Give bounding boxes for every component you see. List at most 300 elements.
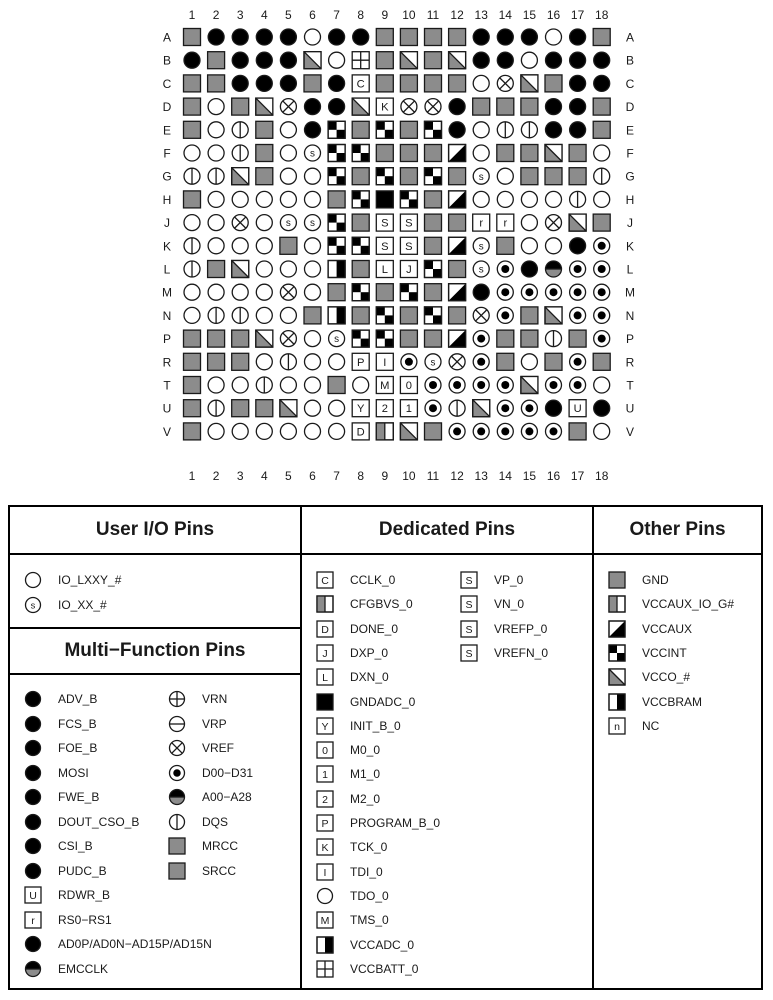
half-filled-circle-icon — [24, 960, 42, 978]
pin-K3-io-circle — [232, 238, 248, 254]
pin-H18-io-circle — [594, 191, 610, 207]
row-label-right: U — [625, 401, 635, 416]
pin-U2-dqs-circle — [208, 400, 224, 416]
svg-text:s: s — [478, 241, 484, 253]
legend-label: IO_XX_# — [58, 597, 107, 612]
pin-H12-vccaux-square — [449, 191, 466, 208]
legend-entry — [168, 764, 253, 782]
pin-R1-gnd-square — [184, 353, 201, 370]
pin-A13-ad-pin-circle — [473, 29, 489, 45]
legend-entry — [608, 668, 690, 686]
legend-entry — [24, 764, 89, 782]
pin-A1-gnd-square — [184, 29, 201, 46]
svg-text:U: U — [573, 403, 582, 416]
pin-C11-gnd-square — [425, 75, 442, 92]
pin-H11-gnd-square — [425, 191, 442, 208]
pin-N9-vccint-square — [376, 307, 393, 324]
pin-F8-vccint-square — [352, 145, 369, 162]
pin-F12-vccaux-square — [449, 145, 466, 162]
legend-label: IO_LXXY_# — [58, 573, 122, 587]
gnd-square-icon — [608, 571, 626, 589]
legend-label: CCLK_0 — [350, 573, 396, 587]
pin-K5-gnd-square — [280, 237, 297, 254]
pin-P17-gnd-square — [569, 330, 586, 347]
gndadc-square-icon — [316, 693, 334, 711]
legend-label: NC — [642, 718, 660, 733]
pin-K8-vccint-square — [352, 237, 369, 254]
legend-label: EMCCLK — [58, 961, 109, 976]
legend-entry — [316, 887, 389, 905]
row-label-left: L — [163, 262, 171, 277]
pin-D17-ad-pin-circle — [570, 99, 586, 115]
legend-divider-1 — [300, 507, 302, 988]
pin-U16-ad-pin-circle — [546, 400, 562, 416]
legend-label: TCK_0 — [350, 840, 388, 855]
labeled-square-icon — [316, 838, 334, 856]
pin-V14-data-pin-circle — [497, 423, 513, 439]
pin-U15-data-pin-circle — [521, 400, 537, 416]
pin-K17-ad-pin-circle — [570, 238, 586, 254]
vcco-square-icon — [608, 668, 626, 686]
pin-L15-ad-pin-circle — [521, 261, 537, 277]
column-label-bottom: 13 — [474, 469, 488, 483]
multi-title: Multi−Function Pins — [64, 640, 246, 661]
legend-label: FCS_B — [58, 716, 97, 731]
legend-entry — [608, 717, 659, 735]
legend-entry — [608, 571, 669, 589]
pin-A17-ad-pin-circle — [570, 29, 586, 45]
pin-P7-io-xx-circle — [329, 331, 345, 347]
pin-R14-gnd-square — [497, 353, 514, 370]
row-label-right: R — [625, 355, 635, 370]
legend-entry — [24, 886, 110, 904]
pin-V5-io-circle — [280, 423, 296, 439]
svg-text:S: S — [405, 240, 413, 253]
pin-E17-ad-pin-circle — [570, 122, 586, 138]
pin-F15-gnd-square — [521, 145, 538, 162]
labeled-square-icon — [316, 620, 334, 638]
column-label-bottom: 11 — [426, 469, 440, 483]
column-label-top: 17 — [570, 8, 585, 22]
pin-T7-gnd-square — [328, 377, 345, 394]
pin-D11-vref-circle — [425, 99, 441, 115]
pin-P8-vccint-square — [352, 330, 369, 347]
pin-M2-io-circle — [208, 284, 224, 300]
pin-B5-ad-pin-circle — [280, 52, 296, 68]
pin-L14-data-pin-circle — [497, 261, 513, 277]
pin-P5-vref-circle — [280, 331, 296, 347]
pin-L10-labeled-square — [400, 261, 417, 278]
pin-L12-gnd-square — [449, 261, 466, 278]
pin-V18-io-circle — [594, 423, 610, 439]
pin-B4-ad-pin-circle — [256, 52, 272, 68]
legend-entry — [24, 596, 107, 614]
ad-pin-circle-icon — [24, 764, 42, 782]
half-filled-circle-icon — [168, 788, 186, 806]
svg-text:Y: Y — [356, 403, 365, 416]
gnd-square-icon — [168, 837, 186, 855]
pin-M17-data-pin-circle — [570, 284, 586, 300]
column-label-top: 1 — [188, 8, 196, 22]
legend-label: VCCAUX_IO_G# — [642, 597, 735, 612]
pin-R7-io-circle — [329, 354, 345, 370]
row-label-left: N — [162, 308, 172, 323]
column-label-top: 18 — [595, 8, 609, 22]
svg-text:0: 0 — [405, 380, 413, 393]
legend-divider-2 — [592, 507, 594, 988]
legend-entry — [316, 790, 380, 808]
legend-label: VREF — [202, 741, 235, 755]
legend-label: CFGBVS_0 — [350, 597, 413, 612]
pin-F13-io-circle — [473, 145, 489, 161]
pin-U18-ad-pin-circle — [594, 400, 610, 416]
row-label-right: J — [627, 216, 633, 231]
pin-P13-data-pin-circle — [473, 331, 489, 347]
pin-M15-data-pin-circle — [521, 284, 537, 300]
pin-G9-vccint-square — [376, 168, 393, 185]
pin-M4-io-circle — [256, 284, 272, 300]
row-label-left: J — [164, 216, 170, 231]
column-label-top: 9 — [381, 8, 389, 22]
svg-text:S: S — [405, 217, 413, 230]
svg-text:r: r — [31, 914, 35, 927]
svg-text:C: C — [356, 78, 365, 91]
pin-V9-vccaux-io-square — [376, 423, 393, 440]
svg-text:2: 2 — [381, 403, 388, 416]
pin-T1-gnd-square — [184, 377, 201, 394]
legend-entry — [316, 668, 389, 686]
pin-N13-vref-circle — [473, 307, 489, 323]
pin-T2-io-circle — [208, 377, 224, 393]
pin-N3-dqs-circle — [232, 307, 248, 323]
pin-C18-ad-pin-circle — [594, 75, 610, 91]
pin-H4-io-circle — [256, 191, 272, 207]
pin-H7-gnd-square — [328, 191, 345, 208]
pin-E14-dqs-circle — [497, 122, 513, 138]
pin-M6-io-circle — [305, 284, 321, 300]
vccbram-square-icon — [316, 936, 334, 954]
labeled-square-icon — [460, 620, 478, 638]
pin-T11-data-pin-circle — [425, 377, 441, 393]
svg-text:S: S — [465, 647, 473, 660]
legend-label: DQS — [202, 814, 229, 829]
row-label-left: M — [162, 285, 172, 300]
pin-C14-vref-circle — [497, 75, 513, 91]
vref-circle-icon — [168, 739, 186, 757]
vccaux-io-square-icon — [316, 595, 334, 613]
legend-entry — [24, 571, 121, 589]
pin-J7-vccint-square — [328, 214, 345, 231]
column-label-bottom: 2 — [212, 469, 220, 483]
pin-P11-gnd-square — [425, 330, 442, 347]
column-label-bottom: 5 — [285, 469, 292, 483]
svg-text:s: s — [334, 334, 340, 346]
column-label-top: 7 — [333, 8, 340, 22]
pin-A15-ad-pin-circle — [521, 29, 537, 45]
pin-A5-ad-pin-circle — [280, 29, 296, 45]
pin-R3-gnd-square — [232, 353, 249, 370]
svg-text:r: r — [479, 217, 484, 230]
pin-H6-io-circle — [305, 191, 321, 207]
legend-hline-dedicated — [300, 553, 592, 555]
pin-T4-dqs-circle — [256, 377, 272, 393]
pin-C9-gnd-square — [376, 75, 393, 92]
legend-entry — [316, 838, 387, 856]
pin-U13-vcco-square — [473, 400, 490, 417]
io-circle-icon — [24, 571, 42, 589]
column-label-bottom: 16 — [546, 469, 561, 483]
row-label-left: V — [162, 424, 172, 439]
svg-text:U: U — [29, 889, 37, 902]
pin-B12-vcco-square — [449, 52, 466, 69]
pin-T5-io-circle — [280, 377, 296, 393]
pin-B8-vccbatt-square — [352, 52, 369, 69]
svg-text:S: S — [465, 623, 473, 636]
pin-E1-gnd-square — [184, 121, 201, 138]
pin-B14-ad-pin-circle — [497, 52, 513, 68]
labeled-square-icon — [460, 595, 478, 613]
pin-K6-io-circle — [305, 238, 321, 254]
pin-N8-gnd-square — [352, 307, 369, 324]
row-label-left: T — [163, 378, 171, 393]
legend-label: RS0−RS1 — [58, 912, 112, 927]
svg-text:P: P — [321, 817, 329, 830]
pin-C1-gnd-square — [184, 75, 201, 92]
row-label-right: M — [625, 285, 635, 300]
legend-label: FWE_B — [58, 790, 100, 804]
legend-entry — [608, 595, 734, 613]
ad-pin-circle-icon — [24, 690, 42, 708]
pin-U3-gnd-square — [232, 400, 249, 417]
pin-D12-ad-pin-circle — [449, 99, 465, 115]
pin-H9-gndadc-square — [376, 191, 393, 208]
legend-label: M0_0 — [350, 743, 381, 758]
pin-F2-io-circle — [208, 145, 224, 161]
pin-C4-ad-pin-circle — [256, 75, 272, 91]
pin-V12-data-pin-circle — [449, 423, 465, 439]
vccint-square-icon — [608, 644, 626, 662]
pin-D4-vcco-square — [256, 98, 273, 115]
column-label-top: 8 — [357, 8, 365, 22]
pin-L3-vcco-square — [232, 261, 249, 278]
pin-K16-io-circle — [546, 238, 562, 254]
pin-G17-gnd-square — [569, 168, 586, 185]
column-label-bottom: 15 — [522, 469, 537, 483]
pin-B13-ad-pin-circle — [473, 52, 489, 68]
legend-label: VCCBATT_0 — [350, 961, 419, 976]
row-label-right: A — [625, 30, 635, 45]
svg-text:S: S — [465, 574, 473, 587]
pin-R4-io-circle — [256, 354, 272, 370]
pin-V11-gnd-square — [425, 423, 442, 440]
row-label-left: P — [162, 332, 172, 347]
svg-text:s: s — [478, 171, 484, 183]
pin-E18-gnd-square — [593, 121, 610, 138]
pin-U4-gnd-square — [256, 400, 273, 417]
pin-U1-gnd-square — [184, 400, 201, 417]
pin-B9-gnd-square — [376, 52, 393, 69]
legend-label: AD0P/AD0N−AD15P/AD15N — [58, 937, 212, 951]
column-label-bottom: 6 — [309, 469, 316, 483]
column-label-bottom: 4 — [260, 469, 268, 483]
legend-label: VCCAUX — [642, 621, 693, 636]
pin-F9-gnd-square — [376, 145, 393, 162]
svg-text:S: S — [381, 217, 389, 230]
pin-P2-gnd-square — [208, 330, 225, 347]
pin-J6-io-xx-circle — [305, 215, 321, 231]
legend-entry — [168, 837, 238, 855]
legend-entry — [24, 935, 212, 953]
legend-label: VRP — [202, 716, 227, 731]
legend-entry — [24, 960, 108, 978]
pin-H2-io-circle — [208, 191, 224, 207]
vccaux-square-icon — [608, 620, 626, 638]
legend-label: RDWR_B — [58, 888, 111, 902]
labeled-square-icon — [316, 717, 334, 735]
pin-B15-io-circle — [521, 52, 537, 68]
rs-pin-circle-icon — [24, 911, 42, 929]
pin-E13-io-circle — [473, 122, 489, 138]
pin-L2-gnd-square — [208, 261, 225, 278]
legend-entry — [24, 911, 112, 929]
pin-N1-io-circle — [184, 307, 200, 323]
svg-text:Y: Y — [321, 720, 329, 733]
row-label-right: N — [625, 308, 635, 323]
pin-E6-ad-pin-circle — [305, 122, 321, 138]
svg-text:S: S — [381, 240, 389, 253]
pin-F14-gnd-square — [497, 145, 514, 162]
column-label-bottom: 14 — [498, 469, 512, 483]
pin-N6-gnd-square — [304, 307, 321, 324]
svg-text:r: r — [503, 217, 508, 230]
legend-entry — [608, 644, 687, 662]
legend-entry — [460, 644, 548, 662]
legend-entry — [316, 936, 414, 954]
pin-T15-vcco-square — [521, 377, 538, 394]
column-label-bottom: 1 — [188, 469, 196, 483]
pin-E5-io-circle — [280, 122, 296, 138]
column-label-bottom: 17 — [570, 469, 585, 483]
pin-C3-ad-pin-circle — [232, 75, 248, 91]
ad-pin-circle-icon — [24, 739, 42, 757]
pin-A16-io-circle — [546, 29, 562, 45]
pin-V17-gnd-square — [569, 423, 586, 440]
pin-M9-gnd-square — [376, 284, 393, 301]
pin-R13-data-pin-circle — [473, 354, 489, 370]
column-label-top: 11 — [426, 8, 440, 22]
pin-A18-gnd-square — [593, 29, 610, 46]
pin-E3-dqs-circle — [232, 122, 248, 138]
pin-F18-io-circle — [594, 145, 610, 161]
column-label-bottom: 7 — [333, 469, 340, 483]
pin-N17-data-pin-circle — [570, 307, 586, 323]
svg-text:n: n — [614, 720, 620, 733]
svg-text:C: C — [321, 574, 329, 587]
data-pin-circle-icon — [168, 764, 186, 782]
legend-entry — [168, 739, 234, 757]
pin-J15-io-circle — [521, 215, 537, 231]
labeled-square-icon — [316, 911, 334, 929]
pin-A6-io-circle — [305, 29, 321, 45]
pin-M5-vref-circle — [280, 284, 296, 300]
column-label-bottom: 12 — [450, 469, 464, 483]
pin-J8-gnd-square — [352, 214, 369, 231]
pin-R6-io-circle — [305, 354, 321, 370]
pin-V16-data-pin-circle — [546, 423, 562, 439]
pin-F16-vcco-square — [545, 145, 562, 162]
column-label-top: 15 — [522, 8, 537, 22]
pin-P18-data-pin-circle — [594, 331, 610, 347]
pin-D13-gnd-square — [473, 98, 490, 115]
legend-label: VCCBRAM — [642, 694, 703, 709]
pin-B1-ad-pin-circle — [184, 52, 200, 68]
pin-V2-io-circle — [208, 423, 224, 439]
legend-entry — [460, 620, 547, 638]
pin-G5-io-circle — [280, 168, 296, 184]
legend-label: TDI_0 — [350, 864, 383, 879]
legend-label: VREFN_0 — [494, 645, 549, 660]
pin-F3-dqs-circle — [232, 145, 248, 161]
row-label-right: B — [625, 53, 635, 68]
pin-R18-gnd-square — [593, 353, 610, 370]
pin-M11-gnd-square — [425, 284, 442, 301]
pin-E16-ad-pin-circle — [546, 122, 562, 138]
legend-label: VRN — [202, 692, 228, 706]
legend-entry — [24, 862, 107, 880]
pin-J10-labeled-square — [400, 214, 417, 231]
legend-entry — [168, 788, 252, 806]
legend-label: DONE_0 — [350, 621, 399, 636]
pin-N14-data-pin-circle — [497, 307, 513, 323]
legend-label: VREFP_0 — [494, 621, 548, 636]
pin-G15-gnd-square — [521, 168, 538, 185]
vccbram-square-icon — [608, 693, 626, 711]
pin-G11-vccint-square — [425, 168, 442, 185]
legend-label: MOSI — [58, 765, 89, 780]
legend-label: VCCADC_0 — [350, 937, 415, 952]
pin-U11-data-pin-circle — [425, 400, 441, 416]
legend-label: GNDADC_0 — [350, 694, 416, 709]
io-xx-circle-icon — [24, 596, 42, 614]
pin-L13-io-xx-circle — [473, 261, 489, 277]
pin-R2-gnd-square — [208, 353, 225, 370]
pin-T17-data-pin-circle — [570, 377, 586, 393]
pin-E11-vccint-square — [425, 121, 442, 138]
pin-K1-dqs-circle — [184, 238, 200, 254]
labeled-square-icon — [316, 644, 334, 662]
pin-L16-half-filled-circle — [546, 261, 562, 277]
svg-text:J: J — [406, 264, 412, 277]
pin-E12-ad-pin-circle — [449, 122, 465, 138]
svg-text:s: s — [478, 264, 484, 276]
labeled-square-icon — [316, 790, 334, 808]
svg-text:D: D — [321, 623, 329, 636]
svg-text:S: S — [465, 599, 473, 612]
svg-text:M: M — [380, 380, 390, 393]
row-label-right: K — [625, 239, 635, 254]
pin-D6-ad-pin-circle — [305, 99, 321, 115]
pin-G8-gnd-square — [352, 168, 369, 185]
pin-M10-vccint-square — [400, 284, 417, 301]
legend-label: PROGRAM_B_0 — [350, 816, 441, 830]
column-label-top: 6 — [309, 8, 316, 22]
ad-pin-circle-icon — [24, 813, 42, 831]
pin-G1-dqs-circle — [184, 168, 200, 184]
pin-M13-ad-pin-circle — [473, 284, 489, 300]
legend-label: SRCC — [202, 863, 237, 878]
pin-T13-data-pin-circle — [473, 377, 489, 393]
legend-entry — [608, 693, 702, 711]
